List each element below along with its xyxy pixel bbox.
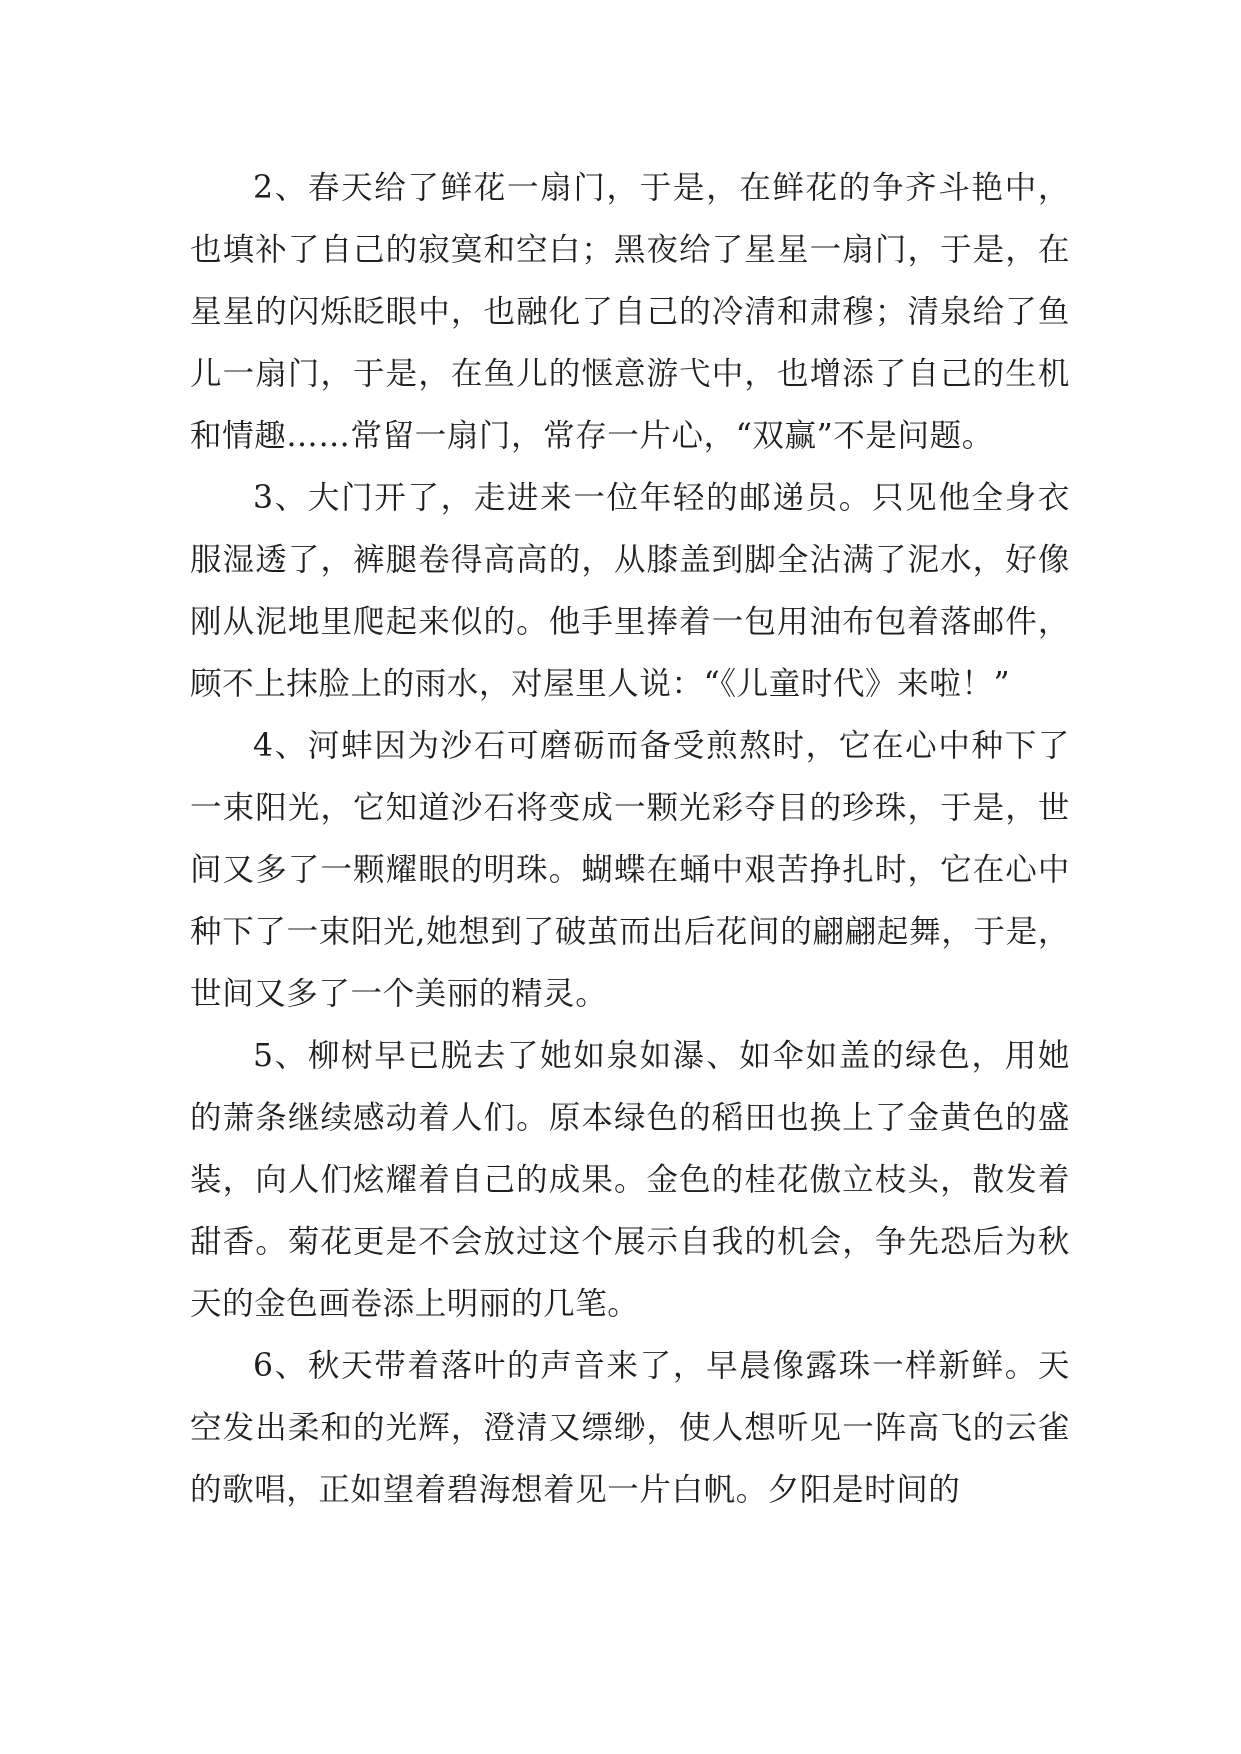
paragraph-5: 5、柳树早已脱去了她如泉如瀑、如伞如盖的绿色，用她的萧条继续感动着人们。原本绿色的稻田也换上了金黄色的盛装，向人们炫耀着自己的成果。金色的桂花傲立枝头，散发着甜香。菊花更是不会放过这个展示自我的机会，争先恐后为秋天的金色画卷添上明丽的几笔。 [190,1038,1070,1322]
paragraph-3: 3、大门开了，走进来一位年轻的邮递员。只见他全身衣服湿透了，裤腿卷得高高的，从膝盖到脚全沾满了泥水，好像刚从泥地里爬起来似的。他手里捧着一包用油布包着落邮件，顾不上抹脸上的雨水，对屋里人说：“《儿童时代》来啦！” [190,480,1070,702]
paragraph-2: 2、春天给了鲜花一扇门，于是，在鲜花的争齐斗艳中，也填补了自己的寂寞和空白；黑夜给了星星一扇门，于是，在星星的闪烁眨眼中，也融化了自己的冷清和肃穆；清泉给了鱼儿一扇门，于是，在鱼儿的惬意游弋中，也增添了自己的生机和情趣……常留一扇门，常存一片心，“双赢”不是问题。 [190,170,1070,454]
paragraph-6: 6、秋天带着落叶的声音来了，早晨像露珠一样新鲜。天空发出柔和的光辉，澄清又缥缈，使人想听见一阵高飞的云雀的歌唱，正如望着碧海想着见一片白帆。夕阳是时间的 [190,1348,1070,1508]
paragraph-4: 4、河蚌因为沙石可磨砺而备受煎熬时，它在心中种下了一束阳光，它知道沙石将变成一颗光彩夺目的珍珠，于是，世间又多了一颗耀眼的明珠。蝴蝶在蛹中艰苦挣扎时，它在心中种下了一束阳光,她想到了破茧而出后花间的翩翩起舞，于是，世间又多了一个美丽的精灵。 [190,728,1070,1012]
document-body [190,157,1070,1521]
